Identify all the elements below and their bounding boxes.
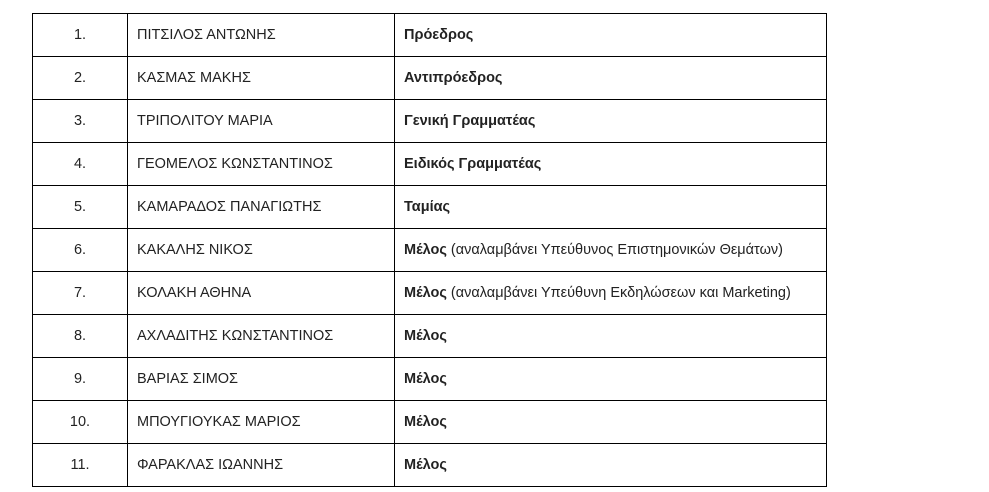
row-number: 2. (33, 57, 128, 100)
member-role-cell (395, 229, 827, 272)
row-number: 5. (33, 186, 128, 229)
member-name: ΑΧΛΑΔΙΤΗΣ ΚΩΝΣΤΑΝΤΙΝΟΣ (128, 315, 395, 358)
row-number: 1. (33, 14, 128, 57)
member-role-cell (395, 14, 827, 57)
member-role-cell (395, 315, 827, 358)
row-number: 10. (33, 401, 128, 444)
member-name: ΚΑΚΑΛΗΣ ΝΙΚΟΣ (128, 229, 395, 272)
table-row (33, 143, 827, 186)
member-role-cell (395, 57, 827, 100)
member-name: ΦΑΡΑΚΛΑΣ ΙΩΑΝΝΗΣ (128, 444, 395, 487)
table-row (33, 358, 827, 401)
table-row (33, 14, 827, 57)
member-role: Γενική Γραμματέας (404, 113, 536, 129)
member-role: Μέλος (404, 328, 447, 344)
member-name: ΤΡΙΠΟΛΙΤΟΥ ΜΑΡΙΑ (128, 100, 395, 143)
member-name: ΚΑΣΜΑΣ ΜΑΚΗΣ (128, 57, 395, 100)
member-role: Αντιπρόεδρος (404, 70, 503, 86)
member-role-cell (395, 100, 827, 143)
table-row (33, 57, 827, 100)
member-role: Μέλος (404, 371, 447, 387)
member-role: Μέλος (404, 414, 447, 430)
member-role-note: (αναλαμβάνει Υπεύθυνη Εκδηλώσεων και Marketing) (446, 285, 791, 301)
table-row (33, 444, 827, 487)
member-role-cell (395, 143, 827, 186)
table-row (33, 186, 827, 229)
member-role: Ταμίας (404, 199, 451, 215)
member-role: Πρόεδρος (404, 27, 474, 43)
member-name: ΒΑΡΙΑΣ ΣΙΜΟΣ (128, 358, 395, 401)
row-number: 7. (33, 272, 128, 315)
row-number: 4. (33, 143, 128, 186)
member-role: Μέλος (404, 285, 447, 301)
row-number: 11. (33, 444, 128, 487)
member-role-cell (395, 358, 827, 401)
member-name: ΜΠΟΥΓΙΟΥΚΑΣ ΜΑΡΙΟΣ (128, 401, 395, 444)
member-role: Ειδικός Γραμματέας (404, 156, 542, 172)
member-role: Μέλος (404, 242, 447, 258)
table-row (33, 272, 827, 315)
board-members-table (32, 13, 827, 487)
member-name: ΚΑΜΑΡΑΔΟΣ ΠΑΝΑΓΙΩΤΗΣ (128, 186, 395, 229)
table-row (33, 100, 827, 143)
member-role-note: (αναλαμβάνει Υπεύθυνος Επιστημονικών Θεμάτων) (446, 242, 783, 258)
table-row (33, 401, 827, 444)
row-number: 3. (33, 100, 128, 143)
member-role: Μέλος (404, 457, 447, 473)
board-members-table-body (33, 14, 827, 487)
member-name: ΚΟΛΑΚΗ ΑΘΗΝΑ (128, 272, 395, 315)
table-row (33, 229, 827, 272)
table-row (33, 315, 827, 358)
member-name: ΓΕΟΜΕΛΟΣ ΚΩΝΣΤΑΝΤΙΝΟΣ (128, 143, 395, 186)
member-name: ΠΙΤΣΙΛΟΣ ΑΝΤΩΝΗΣ (128, 14, 395, 57)
member-role-cell (395, 272, 827, 315)
member-role-cell (395, 186, 827, 229)
member-role-cell (395, 444, 827, 487)
member-role-cell (395, 401, 827, 444)
row-number: 8. (33, 315, 128, 358)
row-number: 9. (33, 358, 128, 401)
row-number: 6. (33, 229, 128, 272)
